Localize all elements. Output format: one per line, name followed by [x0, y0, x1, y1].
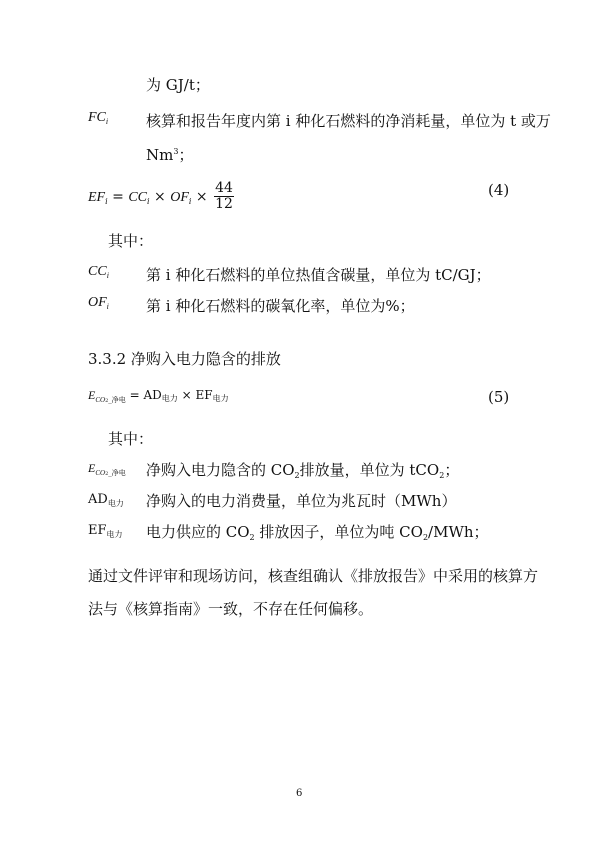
ef-desc-c: /MWh；: [428, 523, 489, 541]
eq5-ad-sub: 电力: [161, 394, 178, 403]
fc-description-line2: [146, 144, 193, 165]
ef-symbol-text: EF: [88, 523, 107, 538]
ad-description: 净购入的电力消费量，单位为兆瓦时（MWh）: [146, 492, 457, 510]
eq5-e-sub: [95, 396, 125, 404]
ef-symbol-sub: 电力: [106, 530, 123, 539]
of-symbol: [88, 295, 109, 311]
eq5-ad: AD: [143, 388, 162, 402]
e-desc-c: ；: [444, 461, 460, 479]
conclusion-line-1: 通过文件评审和现场访问，核查组确认《排放报告》中采用的核算方: [88, 567, 539, 585]
eq4-ef-sub: i: [105, 196, 108, 206]
equation-5-number: (5): [488, 388, 510, 406]
of-symbol-sub: i: [106, 302, 109, 311]
where-label-2: 其中：: [108, 430, 154, 448]
eq5-ef: EF: [195, 388, 213, 402]
ef-desc-sub2: 2: [422, 533, 429, 542]
equation-5: [88, 388, 229, 405]
fc-unit-base: Nm: [146, 146, 174, 164]
cc-description: 第 i 种化石燃料的单位热值含碳量，单位为 tC/GJ；: [146, 266, 491, 284]
section-heading: 3.3.2 净购入电力隐含的排放: [88, 350, 281, 368]
ad-symbol-sub: 电力: [107, 499, 124, 508]
equation-4: [88, 181, 234, 213]
e-symbol-sub-2: 2: [105, 471, 109, 477]
fc-description-line1: 核算和报告年度内第 i 种化石燃料的净消耗量，单位为 t 或万: [146, 112, 551, 130]
eq4-fraction: [214, 181, 234, 213]
eq4-ef: EF: [88, 189, 106, 205]
eq5-e-sub-co: CO: [95, 396, 106, 404]
ef-desc-sub: 2: [249, 533, 255, 542]
eq4-denominator: 12: [215, 196, 233, 213]
eq5-e-sub-jd: _净电: [108, 396, 126, 404]
fc-unit-end: ；: [178, 146, 194, 164]
eq4-of-sub: i: [188, 196, 192, 206]
e-symbol: [88, 461, 126, 478]
ad-symbol: [88, 492, 124, 509]
ad-symbol-text: AD: [88, 492, 108, 507]
page-number: 6: [296, 788, 303, 799]
e-desc-a: 净购入电力隐含的 CO: [146, 461, 295, 479]
where-label-1: 其中：: [108, 232, 154, 250]
eq4-equals: =: [112, 188, 124, 205]
e-desc-sub2: 2: [439, 471, 445, 480]
e-description: [146, 459, 459, 480]
eq5-e-sub-2: 2: [105, 398, 109, 404]
eq4-times-2: ×: [195, 188, 208, 205]
eq5-times: ×: [181, 388, 192, 402]
ef-desc-a: 电力供应的 CO: [146, 523, 250, 541]
fc-symbol-text: FC: [88, 110, 106, 125]
e-symbol-sub-jd: _净电: [108, 469, 126, 477]
eq4-cc-sub: i: [147, 196, 150, 206]
fc-symbol: [88, 110, 108, 126]
ef-description: [146, 521, 489, 542]
of-description: 第 i 种化石燃料的碳氧化率，单位为%；: [146, 297, 415, 315]
e-symbol-sub: [95, 469, 125, 477]
ef-symbol: [88, 523, 123, 540]
eq5-ef-sub: 电力: [212, 394, 229, 403]
fc-symbol-sub: i: [105, 117, 109, 126]
eq4-of: OF: [170, 189, 189, 205]
e-desc-b: 排放量，单位为 tCO: [299, 461, 440, 479]
conclusion-line-2: 法与《核算指南》一致，不存在任何偏移。: [88, 600, 374, 618]
equation-4-number: (4): [488, 181, 510, 199]
eq5-e: E: [88, 388, 96, 402]
ef-desc-b: 排放因子，单位为吨 CO: [254, 523, 423, 541]
unit-line: 为 GJ/t；: [146, 76, 210, 94]
cc-symbol-sub: i: [106, 271, 109, 280]
e-symbol-sub-co: CO: [95, 469, 106, 477]
of-symbol-text: OF: [88, 295, 107, 310]
eq4-cc: CC: [128, 189, 147, 205]
e-desc-sub: 2: [294, 471, 300, 480]
eq4-numerator: 44: [215, 180, 233, 196]
fc-unit-sup: 3: [173, 147, 179, 156]
eq4-times-1: ×: [154, 188, 166, 205]
cc-symbol: [88, 264, 109, 280]
eq5-equals: =: [129, 388, 140, 402]
cc-symbol-text: CC: [88, 264, 107, 279]
e-symbol-text: E: [88, 461, 96, 475]
